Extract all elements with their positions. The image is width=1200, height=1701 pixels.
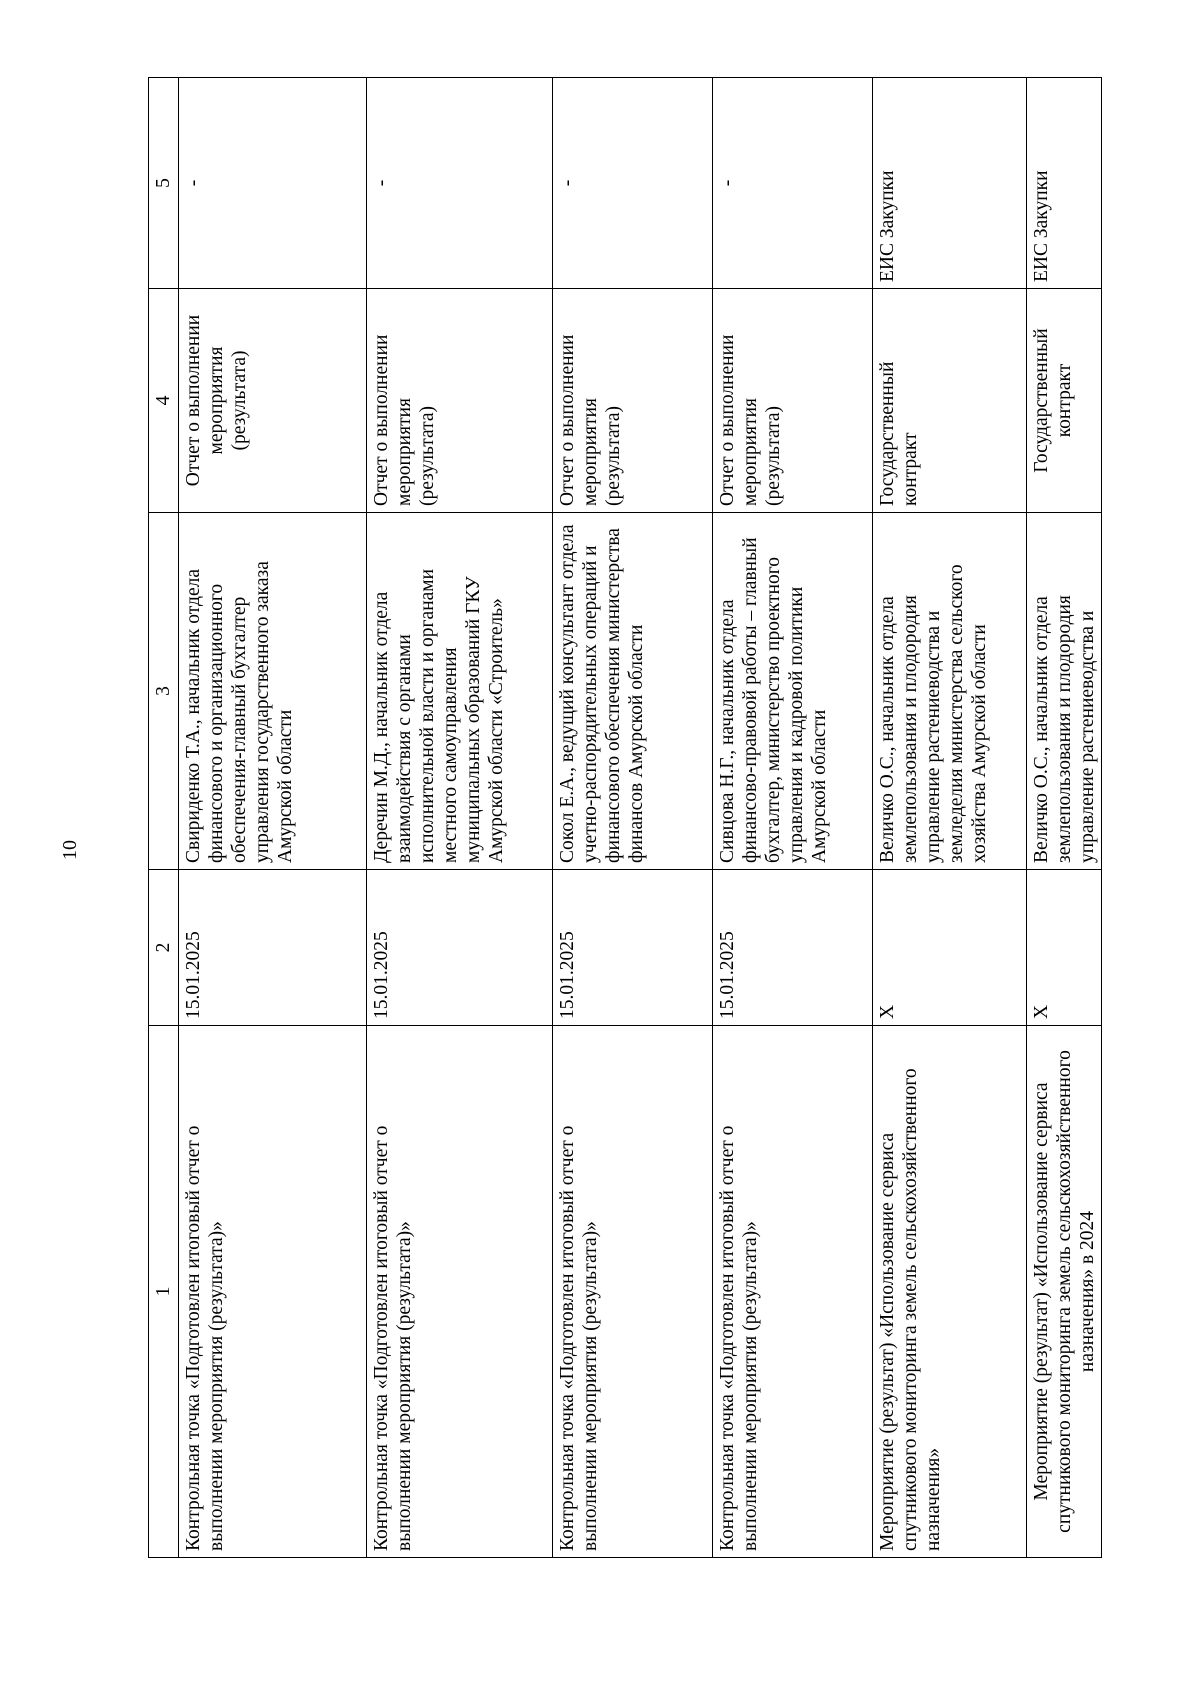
activity-name-cell: Контрольная точка «Подготовлен итоговый отчет о выполнении мероприятия (результата)» — [179, 1026, 367, 1558]
table-row — [553, 78, 713, 1558]
date-cell: 15.01.2025 — [713, 870, 873, 1026]
table-row — [1027, 78, 1102, 1558]
column-number: 1 — [149, 1026, 179, 1558]
document-type-cell: Государственный контракт — [873, 289, 1027, 513]
document-type-cell: Отчет о выполнении мероприятия (результата) — [553, 289, 713, 513]
activities-table — [148, 77, 1102, 1558]
date-cell: 15.01.2025 — [553, 870, 713, 1026]
info-system-cell: - — [179, 78, 367, 289]
activity-name-cell: Контрольная точка «Подготовлен итоговый отчет о выполнении мероприятия (результата)» — [713, 1026, 873, 1558]
info-system-cell: - — [367, 78, 553, 289]
responsible-cell: Свириденко Т.А., начальник отдела финансового и организационного обеспечения-главный бухгалтер управления государственного заказа Амурской области — [179, 513, 367, 870]
document-type-cell: Государственный контракт — [1027, 289, 1102, 513]
column-number: 2 — [149, 870, 179, 1026]
date-cell: 15.01.2025 — [367, 870, 553, 1026]
page-number: 10 — [59, 840, 81, 860]
info-system-cell: - — [553, 78, 713, 289]
activity-name-cell: Контрольная точка «Подготовлен итоговый отчет о выполнении мероприятия (результата)» — [553, 1026, 713, 1558]
responsible-cell: Сивцова Н.Г., начальник отдела финансово-правовой работы – главный бухгалтер, министерство проектного управления и кадровой политики Амурской области — [713, 513, 873, 870]
table-row — [179, 78, 367, 1558]
document-type-cell: Отчет о выполнении мероприятия (результата) — [179, 289, 367, 513]
column-number-row — [149, 78, 179, 1558]
table-row — [367, 78, 553, 1558]
activity-name-cell: Контрольная точка «Подготовлен итоговый отчет о выполнении мероприятия (результата)» — [367, 1026, 553, 1558]
date-cell: Х — [873, 870, 1027, 1026]
activity-name-cell: Мероприятие (результат) «Использование сервиса спутникового мониторинга земель сельскохозяйственного назначения» — [873, 1026, 1027, 1558]
responsible-cell: Величко О.С., начальник отдела землепользования и плодородия управление растениеводства и — [1027, 513, 1102, 870]
column-number: 4 — [149, 289, 179, 513]
table-row — [713, 78, 873, 1558]
activity-name-cell: Мероприятие (результат) «Использование сервиса спутникового мониторинга земель сельскохозяйственного назначения» в 2024 — [1027, 1026, 1102, 1558]
info-system-cell: ЕИС Закупки — [1027, 78, 1102, 289]
info-system-cell: ЕИС Закупки — [873, 78, 1027, 289]
document-type-cell: Отчет о выполнении мероприятия (результата) — [713, 289, 873, 513]
responsible-cell: Сокол Е.А., ведущий консультант отдела учетно-распорядительных операций и финансового обеспечения министерства финансов Амурской области — [553, 513, 713, 870]
column-number: 3 — [149, 513, 179, 870]
date-cell: 15.01.2025 — [179, 870, 367, 1026]
info-system-cell: - — [713, 78, 873, 289]
responsible-cell: Величко О.С., начальник отдела землепользования и плодородия управление растениеводства и земледелия министерства сельского хозяйства Амурской области — [873, 513, 1027, 870]
responsible-cell: Деречин М.Д., начальник отдела взаимодействия с органами исполнительной власти и органами местного самоуправления муниципальных образований ГКУ Амурской области «Строитель» — [367, 513, 553, 870]
date-cell: Х — [1027, 870, 1102, 1026]
column-number: 5 — [149, 78, 179, 289]
table-row — [873, 78, 1027, 1558]
rotated-table-container — [148, 78, 1098, 1558]
document-type-cell: Отчет о выполнении мероприятия (результата) — [367, 289, 553, 513]
